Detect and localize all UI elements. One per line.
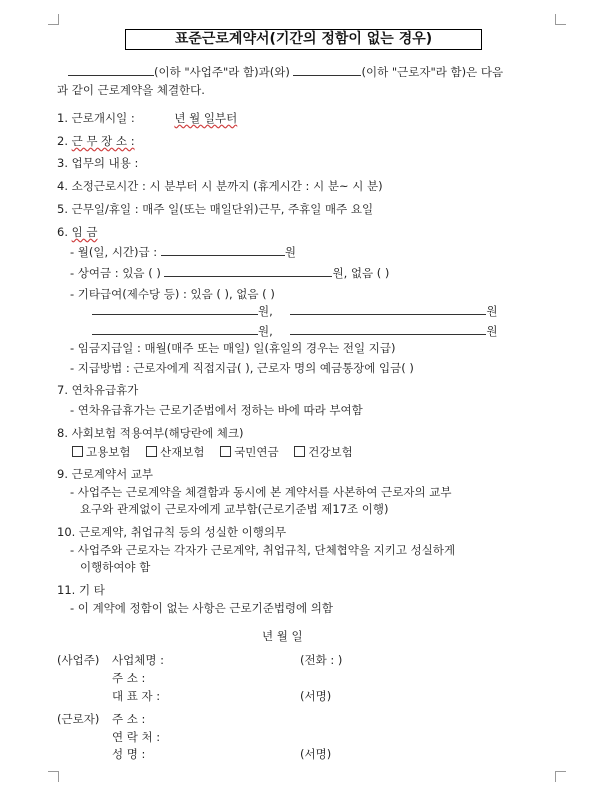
employer-blank[interactable]: [68, 75, 154, 76]
item-1: [57, 110, 237, 126]
intro-text-2: (이하 "근로자"라 함)은 다음: [361, 65, 504, 79]
employer-address-label: 주 소 :: [112, 671, 146, 685]
checkbox-box: [294, 446, 305, 457]
other-pay-blank[interactable]: [92, 334, 258, 335]
won-unit: 원: [486, 304, 498, 318]
intro-line-2: 과 같이 근로계약을 체결한다.: [57, 83, 205, 97]
wage-bonus: [70, 265, 389, 281]
section-10-body-2: 이행하여야 함: [80, 560, 151, 574]
worker-address-label: 주 소 :: [112, 712, 146, 726]
won-comma: 원,: [258, 324, 273, 338]
wage-other: [70, 286, 275, 302]
checkbox-health-insurance[interactable]: [294, 445, 352, 459]
checkbox-box: [72, 446, 83, 457]
item-label: 근로개시일 :: [71, 111, 135, 125]
section-9-heading: 9. 근로계약서 교부: [57, 467, 154, 481]
item-label: 임 금: [71, 225, 98, 239]
other-pay-row-1: [92, 303, 498, 319]
section-7-heading: 7. 연차유급휴가: [57, 383, 139, 397]
section-10-heading: 10. 근로계약, 취업규칙 등의 성실한 이행의무: [57, 525, 287, 539]
wage-method: - 지급방법 : 근로자에게 직접지급( ), 근로자 명의 예금통장에 입금( ): [70, 361, 414, 375]
start-date-text: 년 월 일부터: [174, 111, 238, 125]
item-3: [57, 155, 138, 171]
item-number: 3.: [57, 156, 68, 170]
section-11-body: - 이 계약에 정함이 없는 사항은 근로기준법령에 의함: [70, 601, 334, 615]
intro-text-1: (이하 "사업주"라 함)과(와): [154, 65, 290, 79]
won-comma: 원,: [258, 304, 273, 318]
work-hours-text: 시 분부터 시 분까지 (휴게시간 : 시 분~ 시 분): [149, 179, 383, 193]
worker-signature: (서명): [300, 747, 332, 761]
corner-mark-tl: [48, 14, 59, 25]
item-label: 소정근로시간 :: [71, 179, 146, 193]
employer-tag: (사업주): [57, 653, 100, 667]
option-label: 국민연금: [234, 445, 279, 459]
wage-payday: - 임금지급일 : 매월(매주 또는 매일) 일(휴일의 경우는 전일 지급): [70, 341, 396, 355]
other-pay-row-2: [92, 323, 498, 339]
section-8-heading: 8. 사회보험 적용여부(해당란에 체크): [57, 426, 244, 440]
employer-phone: (전화 : ): [300, 653, 343, 667]
checkbox-box: [220, 446, 231, 457]
wage-monthly-label: - 월(일, 시간)급 :: [70, 245, 158, 259]
option-label: 건강보험: [308, 445, 353, 459]
item-number: 6.: [57, 225, 68, 239]
item-number: 1.: [57, 111, 68, 125]
won-unit: 원: [284, 245, 296, 259]
item-4: [57, 178, 383, 194]
employer-name-label: 사업체명 :: [112, 653, 164, 667]
corner-mark-br: [555, 771, 566, 782]
employer-rep-label: 대 표 자 :: [112, 689, 161, 703]
bonus-none-text: 원, 없음 ( ): [332, 266, 390, 280]
other-pay-blank[interactable]: [290, 314, 486, 315]
corner-mark-bl: [48, 771, 59, 782]
item-label: 근무일/휴일 :: [71, 202, 139, 216]
worker-tag: (근로자): [57, 712, 100, 726]
checkbox-national-pension[interactable]: [220, 445, 278, 459]
item-2: [57, 133, 135, 149]
bonus-label: - 상여금 : 있음 ( ): [70, 266, 161, 280]
option-label: 고용보험: [86, 445, 131, 459]
item-5: [57, 201, 373, 217]
checkbox-employment-insurance[interactable]: [72, 445, 130, 459]
item-number: 4.: [57, 179, 68, 193]
corner-mark-tr: [555, 14, 566, 25]
other-pay-blank[interactable]: [290, 334, 486, 335]
worker-name-label: 성 명 :: [112, 747, 146, 761]
intro-line-1: [68, 64, 503, 80]
section-7-body: - 연차유급휴가는 근로기준법에서 정하는 바에 따라 부여함: [70, 403, 363, 417]
worker-contact-label: 연 락 처 :: [112, 730, 161, 744]
item-label: 업무의 내용 :: [71, 156, 139, 170]
contract-date: 년 월 일: [262, 629, 303, 643]
checkbox-box: [146, 446, 157, 457]
won-unit: 원: [486, 324, 498, 338]
item-number: 5.: [57, 202, 68, 216]
item-label: 근 무 장 소 :: [71, 134, 135, 148]
item-number: 2.: [57, 134, 68, 148]
insurance-options: [72, 444, 353, 460]
other-pay-label: - 기타급여(제수당 등) : 있음 ( ), 없음 ( ): [70, 287, 275, 301]
workdays-text: 매주 일(또는 매일단위)근무, 주휴일 매주 요일: [142, 202, 374, 216]
employer-signature: (서명): [300, 689, 332, 703]
section-9-body-1: - 사업주는 근로계약을 체결함과 동시에 본 계약서를 사본하여 근로자의 교부: [70, 485, 452, 499]
section-10-body-1: - 사업주와 근로자는 각자가 근로계약, 취업규칙, 단체협약을 지키고 성실하게: [70, 543, 456, 557]
item-6: [57, 224, 98, 240]
other-pay-blank[interactable]: [92, 314, 258, 315]
bonus-amount-blank[interactable]: [164, 276, 332, 277]
document-title: 표준근로계약서(기간의 정함이 없는 경우): [125, 29, 482, 50]
wage-monthly: [70, 244, 296, 260]
section-11-heading: 11. 기 타: [57, 583, 105, 597]
checkbox-industrial-accident-insurance[interactable]: [146, 445, 204, 459]
section-9-body-2: 요구와 관계없이 근로자에게 교부함(근로기준법 제17조 이행): [80, 502, 389, 516]
wage-amount-blank[interactable]: [161, 255, 285, 256]
option-label: 산재보험: [160, 445, 205, 459]
worker-blank[interactable]: [293, 75, 361, 76]
